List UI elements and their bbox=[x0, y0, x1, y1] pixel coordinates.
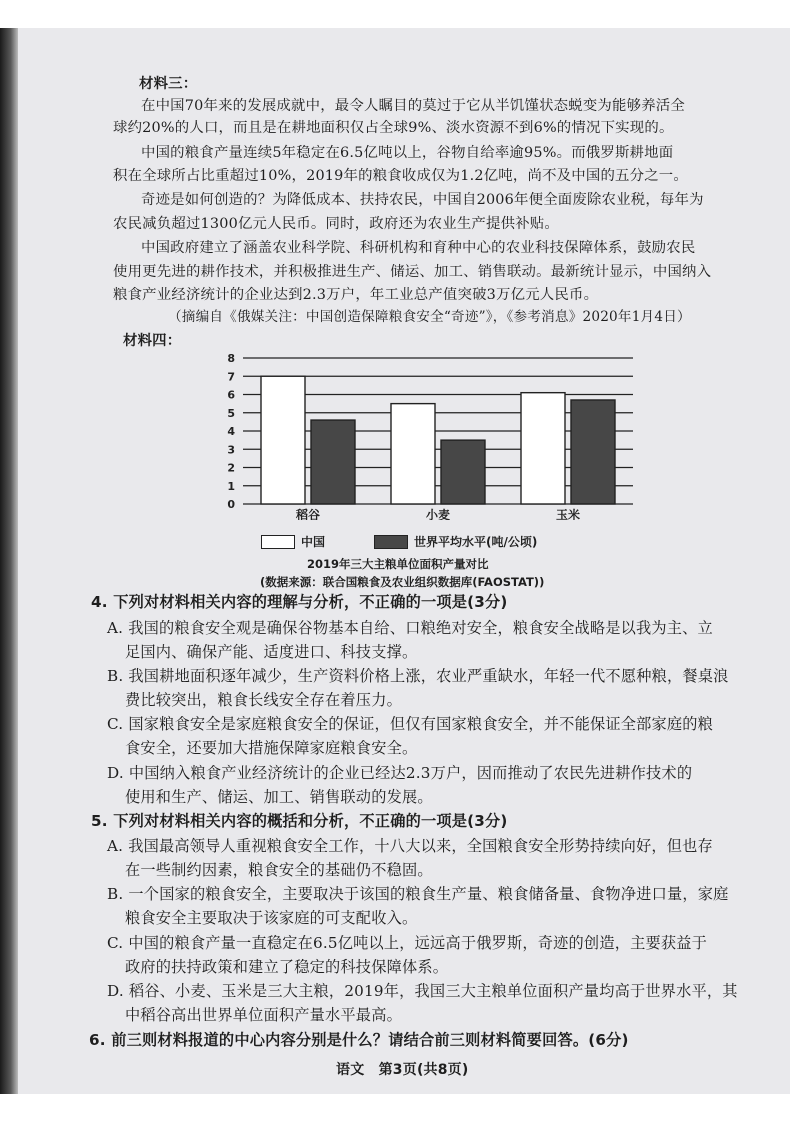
material3-heading: 材料三： bbox=[139, 76, 198, 92]
legend-swatch-china bbox=[261, 535, 295, 549]
y-tick-label: 2 bbox=[227, 461, 235, 475]
bar-world-0 bbox=[311, 420, 355, 504]
legend-label-china: 中国 bbox=[301, 535, 326, 549]
q5-option-a-line2: 在一些制约因素，粮食安全的基础仍不稳固。 bbox=[125, 861, 433, 879]
q5-option-b-line1: B. 一个国家的粮食安全，主要取决于该国的粮食生产量、粮食储备量、食物净进口量，家庭 bbox=[107, 885, 729, 903]
x-tick-label: 玉米 bbox=[555, 508, 581, 520]
yield-bar-chart bbox=[198, 320, 638, 520]
material3-source: （摘编自《俄媒关注：中国创造保障粮食安全“奇迹”》，《参考消息》2020年1月4日） bbox=[168, 309, 691, 325]
chart-title: 2019年三大主粮单位面积产量对比 bbox=[307, 557, 489, 571]
page-footer: 语文 第3页(共8页) bbox=[336, 1062, 469, 1078]
y-tick-label: 0 bbox=[227, 498, 235, 511]
bar-world-1 bbox=[441, 440, 485, 504]
y-tick-label: 1 bbox=[227, 479, 235, 493]
material3-p4-line1: 中国政府建立了涵盖农业科学院、科研机构和育种中心的农业科技保障体系，鼓励农民 bbox=[141, 240, 696, 256]
chart-legend bbox=[261, 533, 581, 551]
q5-option-c-line1: C. 中国的粮食产量一直稳定在6.5亿吨以上，远远高于俄罗斯，奇迹的创造，主要获益于 bbox=[107, 934, 708, 952]
bar-china-0 bbox=[261, 376, 305, 504]
q4-option-c-line2: 食安全，还要加大措施保障家庭粮食安全。 bbox=[125, 739, 418, 757]
material3-p3-line2: 农民减负超过1300亿元人民币。同时，政府还为农业生产提供补贴。 bbox=[113, 216, 559, 232]
q6-stem: 6. 前三则材料报道的中心内容分别是什么？请结合前三则材料简要回答。(6分) bbox=[89, 1031, 629, 1049]
chart-x-ticks bbox=[295, 507, 580, 520]
y-tick-label: 4 bbox=[227, 425, 235, 438]
y-tick-label: 3 bbox=[227, 443, 235, 457]
y-tick-label: 5 bbox=[227, 406, 235, 420]
q4-option-d-line2: 使用和生产、储运、加工、销售联动的发展。 bbox=[125, 788, 433, 806]
bar-china-2 bbox=[521, 393, 565, 504]
exam-page bbox=[18, 28, 790, 1094]
q4-stem: 4. 下列对材料相关内容的理解与分析，不正确的一项是(3分) bbox=[91, 593, 508, 611]
chart-subtitle: (数据来源：联合国粮食及农业组织数据库(FAOSTAT)) bbox=[260, 575, 545, 589]
bar-world-2 bbox=[571, 400, 615, 504]
bar-china-1 bbox=[391, 404, 435, 504]
legend-swatch-world bbox=[374, 535, 408, 549]
q5-stem: 5. 下列对材料相关内容的概括和分析，不正确的一项是(3分) bbox=[91, 812, 508, 830]
q4-option-d-line1: D. 中国纳入粮食产业经济统计的企业已经达2.3万户，因而推动了农民先进耕作技术的 bbox=[107, 764, 693, 782]
q5-option-b-line2: 粮食安全主要取决于该家庭的可支配收入。 bbox=[125, 909, 418, 927]
chart-bars bbox=[261, 376, 615, 504]
material3-p3-line1: 奇迹是如何创造的？为降低成本、扶持农民，中国自2006年便全面废除农业税，每年为 bbox=[141, 192, 704, 208]
q5-option-d-line1: D. 稻谷、小麦、玉米是三大主粮，2019年，我国三大主粮单位面积产量均高于世界水平，其 bbox=[107, 982, 738, 1000]
material4-heading: 材料四： bbox=[123, 333, 182, 349]
y-tick-label: 8 bbox=[227, 352, 235, 365]
q5-option-d-line2: 中稻谷高出世界单位面积产量水平最高。 bbox=[125, 1006, 402, 1024]
material3-p2-line1: 中国的粮食产量连续5年稳定在6.5亿吨以上，谷物自给率逾95%。而俄罗斯耕地面 bbox=[141, 145, 674, 161]
x-tick-label: 小麦 bbox=[425, 508, 451, 520]
y-tick-label: 6 bbox=[227, 388, 235, 402]
page-edge-shadow bbox=[0, 28, 18, 1094]
chart-y-ticks bbox=[227, 352, 235, 511]
x-tick-label: 稻谷 bbox=[295, 508, 321, 520]
q4-option-c-line1: C. 国家粮食安全是家庭粮食安全的保证，但仅有国家粮食安全，并不能保证全部家庭的粮 bbox=[107, 715, 714, 733]
q4-option-b-line2: 费比较突出，粮食长线安全存在着压力。 bbox=[125, 691, 402, 709]
y-tick-label: 7 bbox=[227, 370, 235, 384]
material3-p1-line1: 在中国70年来的发展成就中，最令人瞩目的莫过于它从半饥馑状态蜕变为能够养活全 bbox=[141, 98, 685, 114]
material3-p1-line2: 球约20%的人口，而且是在耕地面积仅占全球9%、淡水资源不到6%的情况下实现的。 bbox=[113, 120, 674, 136]
q5-option-c-line2: 政府的扶持政策和建立了稳定的科技保障体系。 bbox=[125, 958, 449, 976]
q4-option-a-line2: 足国内、确保产能、适度进口、科技支撑。 bbox=[125, 643, 418, 661]
material3-p4-line2: 使用更先进的耕作技术，并积极推进生产、储运、加工、销售联动。最新统计显示，中国纳入 bbox=[113, 264, 712, 280]
material3-p4-line3: 粮食产业经济统计的企业达到2.3万户，年工业总产值突破3万亿元人民币。 bbox=[113, 287, 599, 303]
q4-option-b-line1: B. 我国耕地面积逐年减少，生产资料价格上涨，农业严重缺水，年轻一代不愿种粮，餐桌浪 bbox=[107, 667, 729, 685]
q5-option-a-line1: A. 我国最高领导人重视粮食安全工作，十八大以来，全国粮食安全形势持续向好，但也存 bbox=[107, 837, 713, 855]
material3-p2-line2: 积在全球所占比重超过10%，2019年的粮食收成仅为1.2亿吨，尚不及中国的五分之一。 bbox=[113, 168, 688, 184]
legend-label-world: 世界平均水平(吨/公顷) bbox=[414, 535, 538, 549]
q4-option-a-line1: A. 我国的粮食安全观是确保谷物基本自给、口粮绝对安全，粮食安全战略是以我为主、立 bbox=[107, 619, 713, 637]
